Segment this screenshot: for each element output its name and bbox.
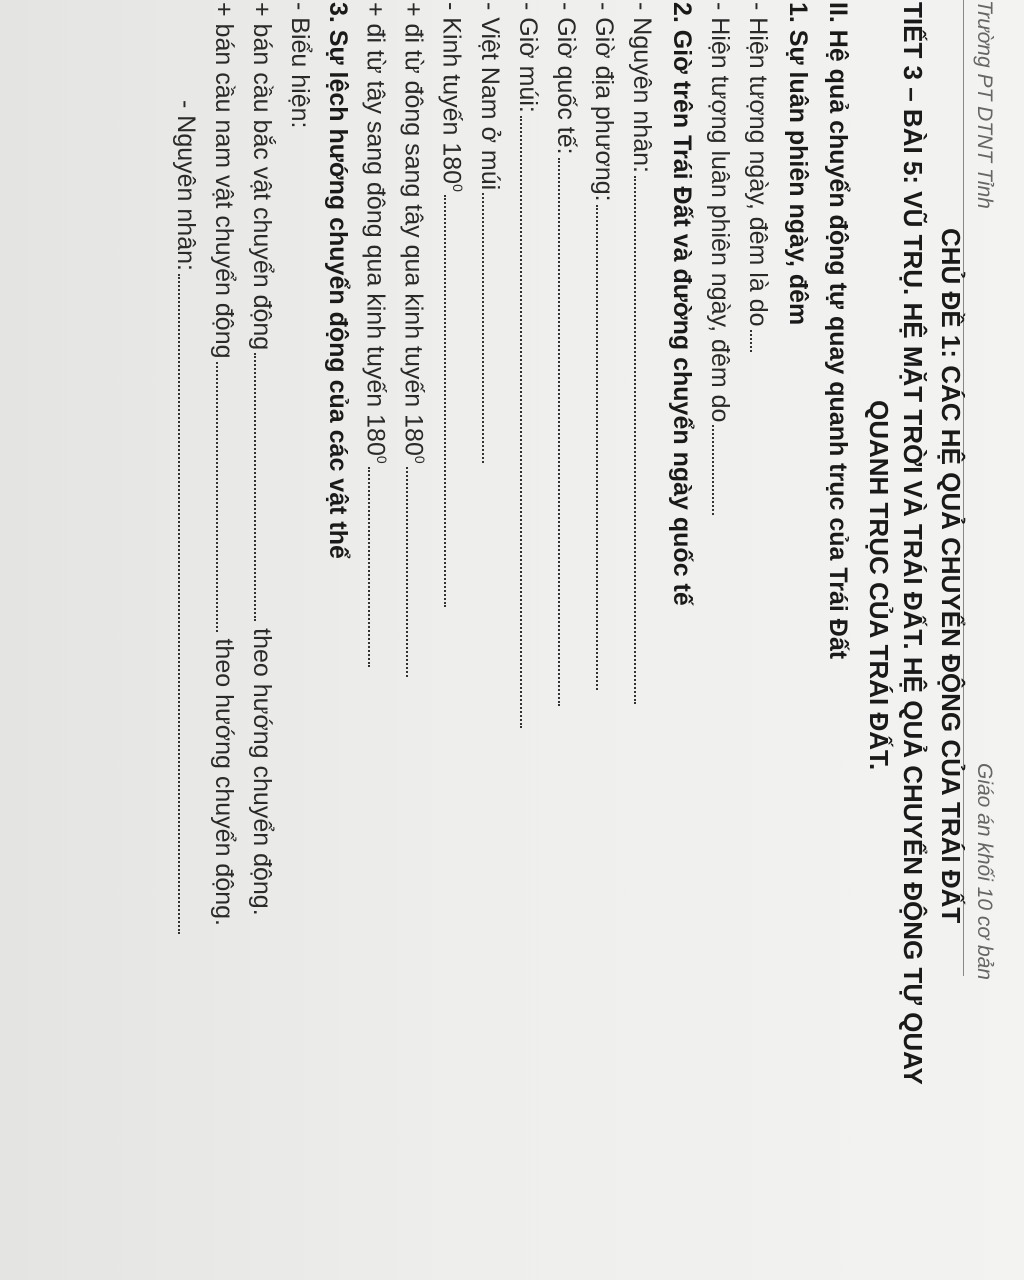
line-text: - Giờ múi:	[514, 2, 542, 113]
line-text: - Hiện tượng ngày, đêm là do	[744, 2, 772, 327]
school-header: Trường PT DTNT Tỉnh	[973, 0, 996, 209]
line-southern-hemisphere	[209, 2, 238, 926]
line-international-time	[551, 2, 580, 706]
fill-blank	[254, 353, 260, 621]
degree-mark: 0	[374, 455, 390, 464]
line-meridian-180	[437, 2, 466, 607]
sub-heading-1: 1. Sự luân phiên ngày, đêm	[784, 2, 812, 326]
line-text-end: theo hướng chuyển động.	[248, 628, 276, 916]
fill-blank	[406, 467, 412, 677]
fill-blank	[634, 176, 640, 704]
line-alternation-cause	[705, 2, 734, 515]
line-text: - Việt Nam ở múi	[476, 2, 504, 191]
line-zone-time	[513, 2, 542, 728]
course-header: Giáo án khối 10 cơ bản	[973, 762, 996, 980]
fill-blank	[216, 362, 222, 632]
line-text: - Giờ quốc tế:	[552, 2, 580, 155]
line-text: + đi từ đông sang tây qua kinh tuyến 180	[399, 2, 428, 456]
line-text: + đi từ tây sang đông qua kinh tuyến 180	[361, 2, 390, 456]
line-text-end: theo hướng chuyển động.	[210, 638, 238, 926]
fill-blank	[558, 158, 564, 706]
line-day-night-cause	[743, 2, 772, 352]
line-text: - Nguyên nhân:	[628, 2, 656, 173]
fill-blank	[368, 467, 374, 667]
fill-blank	[596, 205, 602, 690]
degree-mark: 0	[412, 455, 428, 464]
degree-mark: 0	[450, 184, 466, 192]
line-cause	[627, 2, 656, 704]
line-text: - Biểu hiện:	[286, 2, 314, 129]
line-local-time	[589, 2, 618, 690]
line-west-to-east	[361, 2, 390, 667]
line-manifestation	[285, 2, 314, 128]
line-text: - Kinh tuyến 180	[437, 2, 466, 185]
lesson-title-line1: TIẾT 3 – BÀI 5: VŨ TRỤ. HỆ MẶT TRỜI VÀ TRÁI ĐẤT. HỆ QUẢ CHUYỂN ĐỘNG TỰ QUAY	[898, 2, 928, 1085]
line-vietnam-zone	[475, 2, 504, 463]
fill-blank	[750, 330, 756, 352]
fill-blank	[712, 425, 718, 515]
line-text: + bán cầu nam vật chuyển động	[210, 2, 238, 359]
line-deflection-cause	[171, 100, 200, 934]
fill-blank	[482, 193, 488, 463]
line-text: + bán cầu bắc vật chuyển động	[248, 2, 276, 351]
sub-heading-2: 2. Giờ trên Trái Đất và đường chuyển ngày quốc tế	[668, 2, 696, 606]
fill-blank	[520, 116, 526, 728]
line-east-to-west	[399, 2, 428, 677]
topic-title: CHỦ ĐỀ 1: CÁC HỆ QUẢ CHUYỂN ĐỘNG CỦA TRÁI ĐẤT	[936, 228, 966, 924]
fill-blank	[444, 195, 450, 607]
lesson-title-line2: QUANH TRỤC CỦA TRÁI ĐẤT.	[864, 400, 894, 771]
line-text: - Hiện tượng luân phiên ngày, đêm do	[706, 2, 734, 423]
fill-blank	[178, 274, 184, 934]
line-northern-hemisphere	[247, 2, 276, 916]
line-text: - Nguyên nhân:	[172, 100, 200, 271]
line-text: - Giờ địa phương:	[590, 2, 618, 202]
section-2-heading: II. Hệ quả chuyển động tự quay quanh trục của Trái Đất	[824, 2, 852, 660]
sub-heading-3: 3. Sự lệch hướng chuyển động của các vật thể	[324, 2, 352, 559]
